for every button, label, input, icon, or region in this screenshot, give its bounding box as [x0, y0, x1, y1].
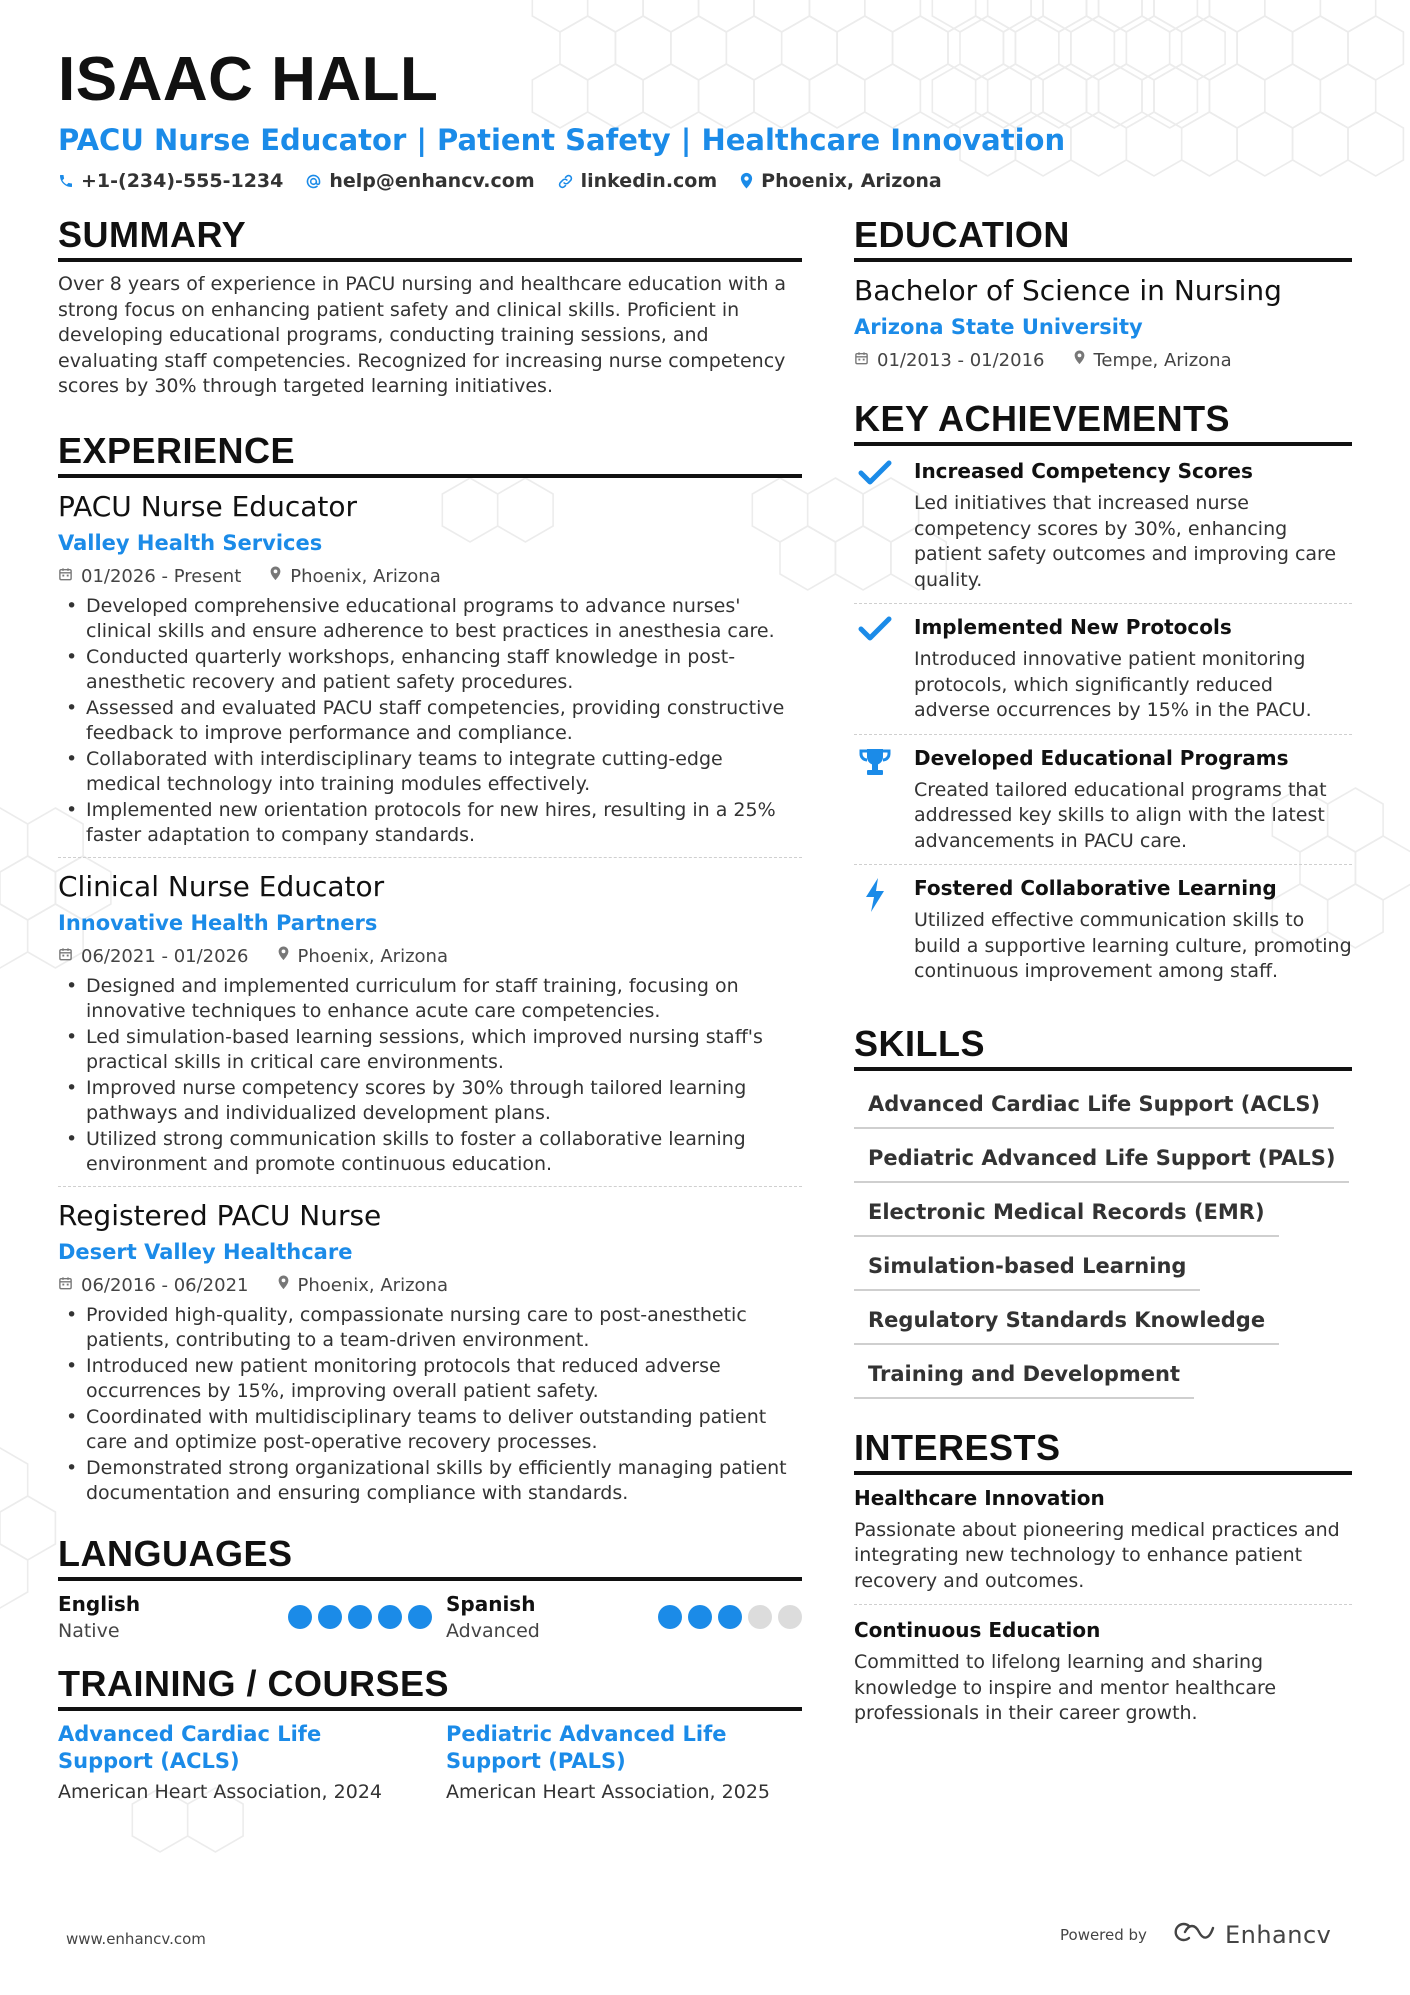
language-level: Advanced: [446, 1619, 540, 1642]
language-level: Native: [58, 1619, 120, 1642]
interest-description: Passionate about pioneering medical practices and integrating new technology to enhance patient recovery and outcomes.: [854, 1518, 1340, 1592]
job-bullet: • Introduced new patient monitoring protocols that reduced adverse occurrences by 15%, improving overall patient safety.: [58, 1354, 802, 1405]
rating-dot-filled: [348, 1605, 372, 1629]
achievement-title: Implemented New Protocols: [914, 615, 1232, 639]
achievement-description: Created tailored educational programs that addressed key skills to align with the latest advancements in PACU care.: [914, 778, 1327, 852]
contact-location: [739, 170, 942, 192]
achievements-section: [854, 398, 1352, 995]
job-title: PACU Nurse Educator: [58, 489, 358, 523]
languages-section: [58, 1533, 802, 1645]
job-location-text: Phoenix, Arizona: [290, 565, 441, 587]
courses-list: [58, 1721, 802, 1806]
job-dates-text: 01/2026 - Present: [81, 565, 242, 587]
location-icon: [739, 172, 754, 190]
education-heading: EDUCATION: [854, 214, 1352, 262]
contact-bar: [58, 170, 1158, 192]
candidate-headline: PACU Nurse Educator | Patient Safety | Healthcare Innovation: [58, 123, 1066, 157]
achievement-item: [854, 735, 1352, 866]
summary-section: [58, 214, 802, 400]
company-name: Desert Valley Healthcare: [58, 1239, 353, 1264]
course-item: [446, 1721, 802, 1806]
location-icon: [277, 1271, 290, 1301]
contact-phone-text: +1-(234)-555-1234: [81, 170, 284, 192]
skill-tag: Advanced Cardiac Life Support (ACLS): [854, 1081, 1334, 1129]
achievement-description: Introduced innovative patient monitoring protocols, which significantly reduced adverse occurrences by 15% in the PACU.: [914, 648, 1312, 721]
job-location: [277, 1271, 448, 1301]
rating-dot-filled: [688, 1605, 712, 1629]
at-icon: [305, 173, 322, 190]
footer-website[interactable]: www.enhancv.com: [66, 1930, 206, 1948]
link-icon: [557, 173, 574, 190]
checkmark-icon: [854, 614, 896, 724]
brand-logo[interactable]: [1171, 1920, 1331, 1950]
skills-list: [854, 1081, 1352, 1399]
skill-tag: Electronic Medical Records (EMR): [854, 1189, 1279, 1237]
language-rating: [288, 1605, 432, 1629]
achievement-title: Fostered Collaborative Learning: [914, 876, 1277, 900]
calendar-icon: [58, 562, 73, 592]
brand-name: Enhancv: [1224, 1921, 1332, 1949]
job-meta: [58, 1271, 802, 1301]
contact-linkedin[interactable]: [557, 170, 718, 192]
interest-item: [854, 1485, 1352, 1606]
phone-icon: [58, 173, 74, 189]
job-bullets: [58, 974, 802, 1178]
right-column: [854, 214, 1352, 1749]
job-bullet: • Coordinated with multidisciplinary teams to deliver outstanding patient care and optimize post-operative recovery processes.: [58, 1405, 802, 1456]
achievement-description: Utilized effective communication skills to build a supportive learning culture, promoting continuous improvement among staff.: [914, 909, 1352, 982]
summary-text: Over 8 years of experience in PACU nursing and healthcare education with a strong focus on enhancing patient safety and clinical skills. Proficient in developing educational programs, conducting training sessions, and evaluating staff competencies. Recognized for increasing nurse competency scores by 30% through targeted learning initiatives.: [58, 273, 787, 397]
resume-header: [58, 44, 1158, 192]
course-item: [58, 1721, 446, 1806]
education-dates: [854, 346, 1045, 376]
job-location-text: Phoenix, Arizona: [297, 1274, 448, 1296]
achievement-item: [854, 865, 1352, 995]
trophy-icon: [854, 745, 896, 855]
contact-linkedin-text: linkedin.com: [580, 170, 718, 192]
job-bullet: • Developed comprehensive educational programs to advance nurses' clinical skills and ensure adherence to best practices in anesthesia care.: [58, 594, 802, 645]
achievements-heading: KEY ACHIEVEMENTS: [854, 398, 1352, 446]
training-section: [58, 1663, 802, 1806]
rating-dot-empty: [748, 1605, 772, 1629]
company-name: Valley Health Services: [58, 530, 323, 555]
job-dates: [58, 1271, 249, 1301]
job-bullet: • Conducted quarterly workshops, enhancing staff knowledge in post-anesthetic recovery and patient safety procedures.: [58, 645, 802, 696]
experience-entry: [58, 488, 802, 858]
company-name: Innovative Health Partners: [58, 910, 378, 935]
experience-entry: [58, 1197, 802, 1515]
location-icon: [277, 942, 290, 972]
skills-heading: SKILLS: [854, 1023, 1352, 1071]
job-bullet: • Designed and implemented curriculum for staff training, focusing on innovative techniques to enhance acute care competencies.: [58, 974, 802, 1025]
job-location: [277, 942, 448, 972]
language-name: English: [58, 1591, 141, 1616]
job-bullets: [58, 594, 802, 849]
job-bullet: • Collaborated with interdisciplinary teams to integrate cutting-edge medical technology into training modules effectively.: [58, 747, 802, 798]
skills-section: [854, 1023, 1352, 1399]
job-bullet: • Utilized strong communication skills to foster a collaborative learning environment and promote continuous education.: [58, 1127, 802, 1178]
rating-dot-filled: [658, 1605, 682, 1629]
contact-email[interactable]: [305, 170, 534, 192]
location-icon: [1073, 346, 1086, 376]
course-org: American Heart Association, 2025: [446, 1780, 770, 1803]
skill-tag: Regulatory Standards Knowledge: [854, 1297, 1279, 1345]
job-bullets: [58, 1303, 802, 1507]
rating-dot-filled: [318, 1605, 342, 1629]
rating-dot-filled: [288, 1605, 312, 1629]
powered-by-label: Powered by: [1060, 1926, 1147, 1944]
calendar-icon: [58, 942, 73, 972]
education-location: [1073, 346, 1232, 376]
experience-heading: EXPERIENCE: [58, 430, 802, 478]
experience-section: [58, 430, 802, 1515]
course-title: Advanced Cardiac Life Support (ACLS): [58, 1721, 322, 1773]
location-icon: [269, 562, 282, 592]
education-section: [854, 214, 1352, 376]
enhancv-logo-icon: [1171, 1920, 1217, 1950]
interest-title: Continuous Education: [854, 1618, 1101, 1642]
languages-list: [58, 1591, 802, 1645]
job-title: Registered PACU Nurse: [58, 1198, 382, 1232]
job-title: Clinical Nurse Educator: [58, 869, 385, 903]
job-bullet: • Implemented new orientation protocols for new hires, resulting in a 25% faster adaptation to company standards.: [58, 798, 802, 849]
language-item: [58, 1591, 446, 1645]
job-meta: [58, 942, 802, 972]
rating-dot-filled: [378, 1605, 402, 1629]
course-org: American Heart Association, 2024: [58, 1780, 382, 1803]
education-meta: [854, 346, 1352, 376]
job-bullet: • Led simulation-based learning sessions, which improved nursing staff's practical skills in critical care environments.: [58, 1025, 802, 1076]
school-name: Arizona State University: [854, 315, 1143, 339]
job-bullet: • Provided high-quality, compassionate nursing care to post-anesthetic patients, contributing to a team-driven environment.: [58, 1303, 802, 1354]
interest-title: Healthcare Innovation: [854, 1485, 1105, 1510]
contact-phone[interactable]: [58, 170, 283, 192]
rating-dot-filled: [408, 1605, 432, 1629]
interests-heading: INTERESTS: [854, 1427, 1352, 1475]
rating-dot-empty: [778, 1605, 802, 1629]
interests-section: [854, 1427, 1352, 1737]
checkmark-icon: [854, 458, 896, 593]
job-dates-text: 06/2021 - 01/2026: [81, 945, 249, 967]
interest-description: Committed to lifelong learning and sharing knowledge to inspire and mentor healthcare professionals in their career growth.: [854, 1651, 1277, 1724]
candidate-name: ISAAC HALL: [58, 45, 439, 114]
achievement-description: Led initiatives that increased nurse competency scores by 30%, enhancing patient safety outcomes and improving care quality.: [914, 492, 1337, 591]
skill-tag: Simulation-based Learning: [854, 1243, 1200, 1291]
language-name: Spanish: [446, 1591, 536, 1616]
education-location-text: Tempe, Arizona: [1093, 350, 1232, 371]
calendar-icon: [58, 1271, 73, 1301]
footer-branding: [1060, 1920, 1331, 1950]
job-dates: [58, 942, 249, 972]
job-bullet: • Demonstrated strong organizational skills by efficiently managing patient documentation and ensuring compliance with standards.: [58, 1456, 802, 1507]
contact-location-text: Phoenix, Arizona: [761, 170, 942, 192]
experience-entry: [58, 868, 802, 1187]
left-column: [58, 214, 802, 1806]
education-dates-text: 01/2013 - 01/2016: [877, 350, 1045, 371]
contact-email-text: help@enhancv.com: [329, 170, 535, 192]
degree-title: Bachelor of Science in Nursing: [854, 274, 1282, 307]
summary-heading: SUMMARY: [58, 214, 802, 262]
job-dates: [58, 562, 241, 592]
job-location: [269, 562, 440, 592]
job-bullet: • Assessed and evaluated PACU staff competencies, providing constructive feedback to improve performance and compliance.: [58, 696, 802, 747]
achievement-title: Increased Competency Scores: [914, 459, 1253, 483]
achievement-title: Developed Educational Programs: [914, 745, 1289, 770]
job-meta: [58, 562, 802, 592]
achievement-item: [854, 448, 1352, 604]
languages-heading: LANGUAGES: [58, 1533, 802, 1581]
rating-dot-filled: [718, 1605, 742, 1629]
training-heading: TRAINING / COURSES: [58, 1663, 802, 1711]
achievement-item: [854, 604, 1352, 735]
lightning-icon: [854, 875, 896, 985]
course-title: Pediatric Advanced Life Support (PALS): [446, 1721, 727, 1773]
language-item: [446, 1591, 802, 1645]
job-location-text: Phoenix, Arizona: [297, 945, 448, 967]
language-rating: [658, 1605, 802, 1629]
calendar-icon: [854, 346, 869, 376]
job-bullet: • Improved nurse competency scores by 30% through tailored learning pathways and individualized development plans.: [58, 1076, 802, 1127]
skill-tag: Training and Development: [854, 1351, 1194, 1399]
job-dates-text: 06/2016 - 06/2021: [81, 1274, 249, 1296]
skill-tag: Pediatric Advanced Life Support (PALS): [854, 1135, 1349, 1183]
interest-item: [854, 1617, 1352, 1737]
